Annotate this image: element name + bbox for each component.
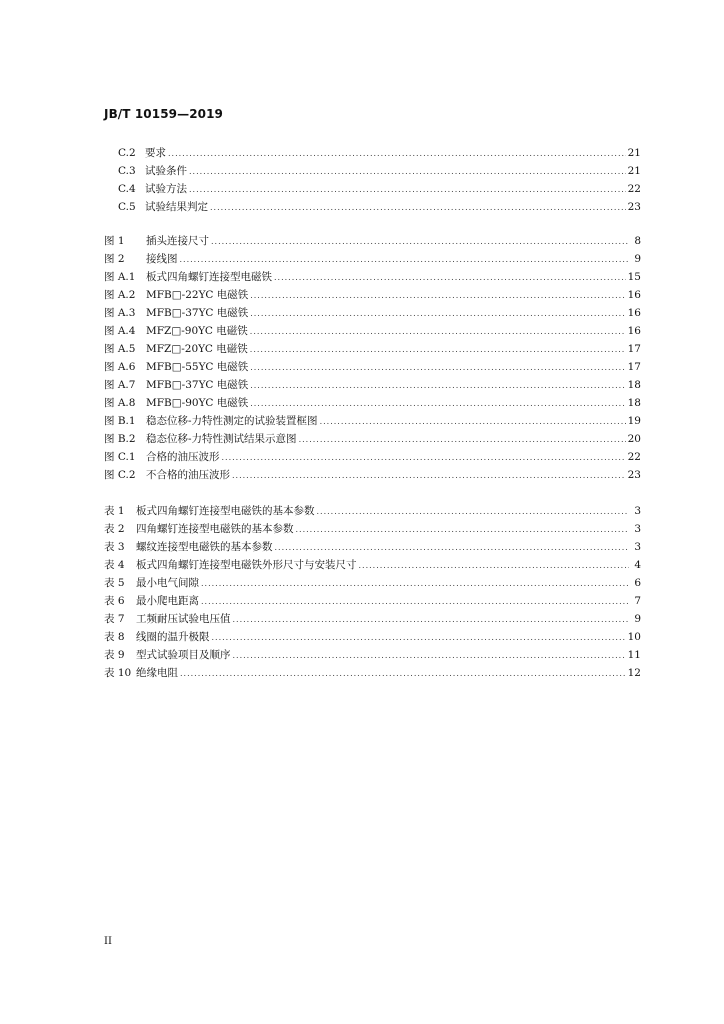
table-page: 6 xyxy=(634,577,641,589)
figure-title: 不合格的油压波形 xyxy=(146,469,230,481)
table-page: 4 xyxy=(634,559,641,571)
table-entry[interactable] xyxy=(104,574,641,592)
figure-number: 图 A.7 xyxy=(104,379,136,391)
figure-title: 稳态位移-力特性测试结果示意图 xyxy=(146,433,297,445)
table-page: 11 xyxy=(627,649,641,661)
toc-entry-title: 试验结果判定 xyxy=(145,201,208,213)
figure-title: MFB□-37YC 电磁铁 xyxy=(146,307,249,319)
table-number: 表 3 xyxy=(104,541,125,553)
table-entry[interactable] xyxy=(104,502,641,520)
table-entry[interactable] xyxy=(104,520,641,538)
figure-number: 图 B.1 xyxy=(104,415,136,427)
figure-entry[interactable] xyxy=(104,286,641,304)
table-number: 表 9 xyxy=(104,649,125,661)
figure-entry[interactable] xyxy=(104,304,641,322)
toc-entry[interactable] xyxy=(118,180,641,198)
figure-title: MFB□-22YC 电磁铁 xyxy=(146,289,249,301)
table-title: 板式四角螺钉连接型电磁铁外形尺寸与安装尺寸 xyxy=(136,559,357,571)
figure-entry[interactable] xyxy=(104,250,641,268)
toc-entry-page: 23 xyxy=(627,201,641,213)
table-page: 7 xyxy=(634,595,641,607)
figure-page: 18 xyxy=(627,379,641,391)
figure-entry[interactable] xyxy=(104,322,641,340)
table-title: 最小爬电距离 xyxy=(136,595,199,607)
figure-page: 16 xyxy=(627,289,641,301)
figure-number: 图 A.1 xyxy=(104,271,136,283)
figure-number: 图 A.8 xyxy=(104,397,136,409)
figure-number: 图 C.2 xyxy=(104,469,136,481)
toc-entry-number: C.3 xyxy=(118,165,136,177)
toc-entry-page: 22 xyxy=(627,183,641,195)
figure-page: 22 xyxy=(627,451,641,463)
leader-dots xyxy=(320,413,626,431)
leader-dots xyxy=(250,377,625,395)
table-entry[interactable] xyxy=(104,538,641,556)
leader-dots xyxy=(189,181,626,199)
figure-number: 图 A.4 xyxy=(104,325,136,337)
figure-page: 20 xyxy=(627,433,641,445)
table-title: 螺纹连接型电磁铁的基本参数 xyxy=(136,541,273,553)
table-number: 表 7 xyxy=(104,613,125,625)
leader-dots xyxy=(250,359,625,377)
leader-dots xyxy=(317,503,630,521)
table-page: 3 xyxy=(634,541,641,553)
figure-page: 9 xyxy=(634,253,641,265)
figure-number: 图 B.2 xyxy=(104,433,136,445)
toc-entry-number: C.2 xyxy=(118,147,136,159)
leader-dots xyxy=(275,539,630,557)
table-page: 10 xyxy=(627,631,641,643)
leader-dots xyxy=(180,665,626,683)
leader-dots xyxy=(201,593,629,611)
toc-entry-title: 试验条件 xyxy=(145,165,187,177)
table-number: 表 4 xyxy=(104,559,125,571)
leader-dots xyxy=(201,575,629,593)
table-entry[interactable] xyxy=(104,628,641,646)
figure-number: 图 A.2 xyxy=(104,289,136,301)
figure-entry[interactable] xyxy=(104,430,641,448)
figure-page: 8 xyxy=(634,235,641,247)
leader-dots xyxy=(233,611,630,629)
table-entry[interactable] xyxy=(104,664,641,682)
leader-dots xyxy=(222,449,626,467)
toc-entry[interactable] xyxy=(118,162,641,180)
table-title: 绝缘电阻 xyxy=(136,667,178,679)
figure-title: MFZ□-20YC 电磁铁 xyxy=(146,343,248,355)
figure-page: 15 xyxy=(627,271,641,283)
leader-dots xyxy=(233,647,626,665)
leader-dots xyxy=(250,341,626,359)
figure-page: 17 xyxy=(627,361,641,373)
table-title: 线圈的温升极限 xyxy=(136,631,210,643)
figure-entry[interactable] xyxy=(104,340,641,358)
figure-title: MFB□-90YC 电磁铁 xyxy=(146,397,249,409)
leader-dots xyxy=(359,557,630,575)
figure-page: 17 xyxy=(627,343,641,355)
table-number: 表 1 xyxy=(104,505,125,517)
leader-dots xyxy=(296,521,630,539)
figure-title: 插头连接尺寸 xyxy=(146,235,209,247)
table-page: 3 xyxy=(634,505,641,517)
figure-number: 图 C.1 xyxy=(104,451,136,463)
leader-dots xyxy=(250,395,625,413)
toc-entry-title: 试验方法 xyxy=(145,183,187,195)
figure-number: 图 A.6 xyxy=(104,361,136,373)
leader-dots xyxy=(274,269,626,287)
table-entry[interactable] xyxy=(104,610,641,628)
table-title: 型式试验项目及顺序 xyxy=(136,649,231,661)
table-number: 表 10 xyxy=(104,667,132,679)
figure-page: 16 xyxy=(627,325,641,337)
figure-entry[interactable] xyxy=(104,448,641,466)
figure-title: 接线图 xyxy=(146,253,178,265)
leader-dots xyxy=(168,145,626,163)
figure-page: 16 xyxy=(627,307,641,319)
leader-dots xyxy=(189,163,626,181)
toc-entry[interactable] xyxy=(118,144,641,162)
toc-entry-page: 21 xyxy=(627,165,641,177)
figure-entry[interactable] xyxy=(104,466,641,484)
leader-dots xyxy=(211,233,629,251)
document-id-header: JB/T 10159—2019 xyxy=(104,107,224,121)
toc-entry-number: C.4 xyxy=(118,183,136,195)
table-title: 工频耐压试验电压值 xyxy=(136,613,231,625)
figure-number: 图 1 xyxy=(104,235,125,247)
table-title: 板式四角螺钉连接型电磁铁的基本参数 xyxy=(136,505,315,517)
table-entry[interactable] xyxy=(104,592,641,610)
leader-dots xyxy=(250,287,625,305)
figure-page: 18 xyxy=(627,397,641,409)
leader-dots xyxy=(299,431,626,449)
toc-entry-page: 21 xyxy=(627,147,641,159)
figure-entry[interactable] xyxy=(104,232,641,250)
figure-title: 稳态位移-力特性测定的试验装置框图 xyxy=(146,415,318,427)
figure-title: 板式四角螺钉连接型电磁铁 xyxy=(146,271,272,283)
toc-entry-number: C.5 xyxy=(118,201,136,213)
figure-title: 合格的油压波形 xyxy=(146,451,220,463)
toc-entry[interactable] xyxy=(118,198,641,216)
leader-dots xyxy=(250,323,626,341)
toc-entry-title: 要求 xyxy=(145,147,166,159)
figure-title: MFB□-55YC 电磁铁 xyxy=(146,361,249,373)
table-number: 表 5 xyxy=(104,577,125,589)
leader-dots xyxy=(212,629,626,647)
figure-page: 19 xyxy=(627,415,641,427)
table-title: 最小电气间隙 xyxy=(136,577,199,589)
figure-number: 图 2 xyxy=(104,253,125,265)
figure-entry[interactable] xyxy=(104,394,641,412)
table-page: 9 xyxy=(634,613,641,625)
leader-dots xyxy=(232,467,626,485)
figure-number: 图 A.3 xyxy=(104,307,136,319)
figure-title: MFB□-37YC 电磁铁 xyxy=(146,379,249,391)
table-number: 表 2 xyxy=(104,523,125,535)
leader-dots xyxy=(210,199,626,217)
table-page: 3 xyxy=(634,523,641,535)
leader-dots xyxy=(180,251,630,269)
figure-page: 23 xyxy=(627,469,641,481)
figure-entry[interactable] xyxy=(104,376,641,394)
table-number: 表 6 xyxy=(104,595,125,607)
figure-title: MFZ□-90YC 电磁铁 xyxy=(146,325,248,337)
figure-entry[interactable] xyxy=(104,268,641,286)
page-number-footer: II xyxy=(104,936,112,947)
table-title: 四角螺钉连接型电磁铁的基本参数 xyxy=(136,523,294,535)
figure-number: 图 A.5 xyxy=(104,343,136,355)
figure-entry[interactable] xyxy=(104,412,641,430)
table-number: 表 8 xyxy=(104,631,125,643)
table-page: 12 xyxy=(627,667,641,679)
leader-dots xyxy=(250,305,625,323)
figure-entry[interactable] xyxy=(104,358,641,376)
table-entry[interactable] xyxy=(104,646,641,664)
table-entry[interactable] xyxy=(104,556,641,574)
